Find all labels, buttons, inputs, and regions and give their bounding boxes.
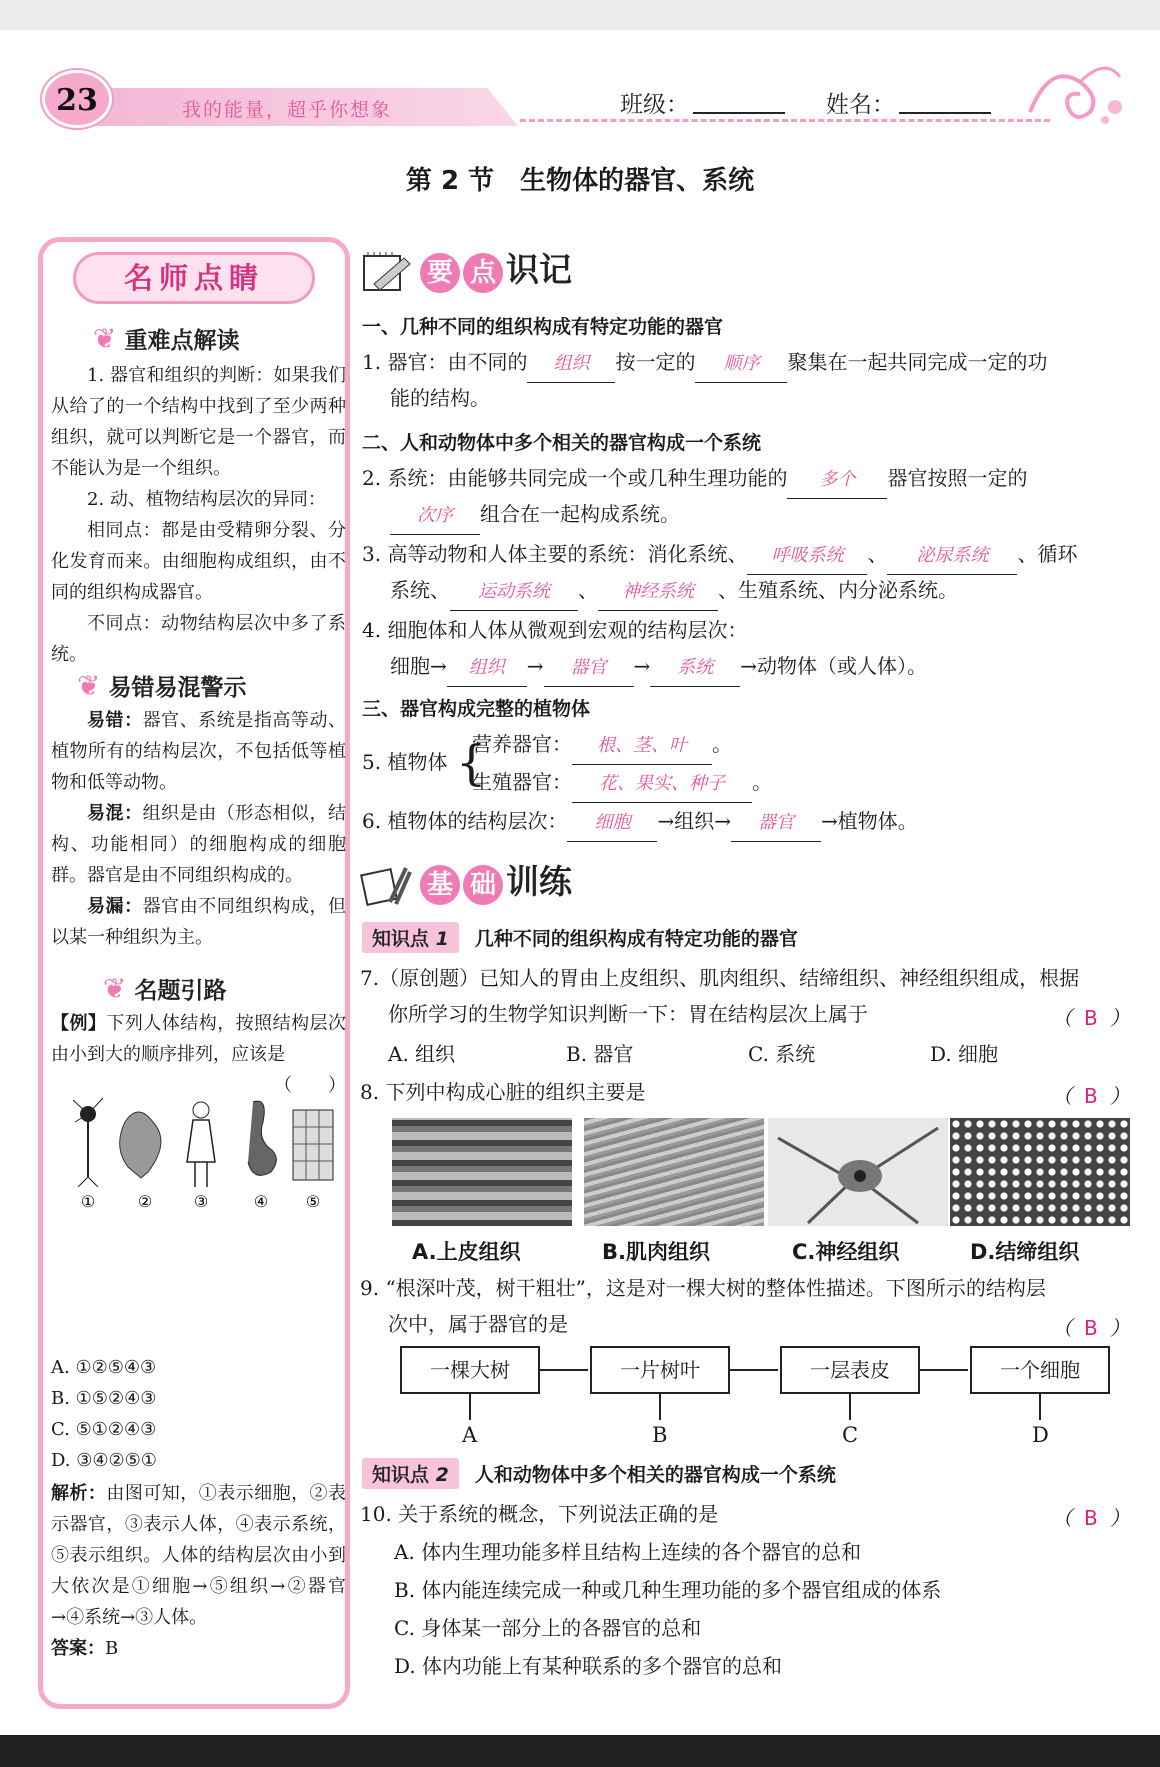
answer-fill: 泌尿系统 bbox=[887, 538, 1017, 575]
question-7-cont: 你所学习的生物学知识判断一下：胃在结构层次上属于 bbox=[388, 1002, 868, 1026]
kp-tag: 知识点 2 bbox=[362, 1458, 459, 1489]
sidebar-panel bbox=[38, 237, 350, 1709]
flow-arrow bbox=[540, 1369, 588, 1371]
option-a: A. ①②⑤④③ bbox=[51, 1357, 157, 1378]
answer-parens: （ ） bbox=[274, 1075, 346, 1096]
point-6: 6. 植物体的结构层次： 细胞 →组织→ 器官 →植物体。 bbox=[362, 803, 1122, 842]
heading-text: 识记 bbox=[506, 250, 572, 289]
flow-arrow-down bbox=[1039, 1394, 1041, 1420]
q7-options bbox=[360, 1036, 1120, 1072]
label: 答案： bbox=[51, 1638, 105, 1659]
heading-char: 础 bbox=[463, 865, 503, 905]
neuron-icon bbox=[73, 1098, 103, 1187]
option: D. 体内功能上有某种联系的多个器官的总和 bbox=[394, 1654, 783, 1678]
key-points-text bbox=[51, 360, 346, 670]
option: C. 身体某一部分上的各器官的总和 bbox=[394, 1616, 702, 1640]
image-number: ③ bbox=[193, 1192, 209, 1211]
point-5: 5. 植物体 bbox=[362, 750, 448, 774]
point-3-cont: 系统、 运动系统 、 神经系统 、生殖系统、内分泌系统。 bbox=[362, 572, 1122, 611]
butterfly-icon: ❦ bbox=[103, 972, 127, 1005]
heading-text: 训练 bbox=[506, 862, 572, 901]
connective-tissue-image bbox=[950, 1118, 1130, 1226]
heading-char: 要 bbox=[420, 253, 460, 293]
question-7: 7.（原创题）已知人的胃由上皮组织、肌肉组织、结缔组织、神经组织组成，根据 bbox=[360, 966, 1080, 990]
flow-box: 一片树叶 bbox=[590, 1346, 730, 1394]
class-blank bbox=[693, 112, 785, 114]
brace: { bbox=[456, 735, 487, 791]
answer-fill: 顺序 bbox=[695, 346, 787, 383]
point-3: 3. 高等动物和人体主要的系统：消化系统、 呼吸系统 、 泌尿系统 、循环 bbox=[362, 536, 1122, 575]
answer-fill: 运动系统 bbox=[450, 574, 578, 611]
notepad-pencil-icon bbox=[360, 250, 412, 294]
label: 易漏： bbox=[87, 896, 143, 917]
image-caption: C.神经组织 bbox=[792, 1240, 900, 1264]
notebook-pens-icon bbox=[360, 862, 412, 906]
answer-fill: 多个 bbox=[787, 462, 887, 499]
point-2: 2. 系统：由能够共同完成一个或几种生理功能的 多个 器官按照一定的 bbox=[362, 460, 1122, 499]
structure-images bbox=[53, 1092, 343, 1212]
answer-fill: 神经系统 bbox=[598, 574, 718, 611]
answer-fill: 花、果实、种子 bbox=[572, 766, 752, 803]
option: D. 细胞 bbox=[930, 1042, 999, 1066]
butterfly-icon: ❦ bbox=[77, 669, 101, 702]
epithelial-tissue-image bbox=[392, 1118, 572, 1226]
person-icon bbox=[187, 1102, 215, 1187]
question-9-cont: 次中，属于器官的是 bbox=[388, 1312, 568, 1336]
q8-answer: （ B ） bbox=[1052, 1084, 1130, 1108]
nerve-tissue-image bbox=[768, 1118, 948, 1226]
point-1-cont: 能的结构。 bbox=[390, 386, 490, 410]
option: B. 器官 bbox=[566, 1042, 634, 1066]
answer: B bbox=[105, 1638, 119, 1659]
paragraph: 1. 器官和组织的判断：如果我们从给了的一个结构中找到了至少两种组织，就可以判断它是一个器官，而不能认为是一个组织。 bbox=[51, 365, 346, 479]
errors-text bbox=[51, 705, 346, 953]
label: 易混： bbox=[87, 803, 143, 824]
answer-fill: 系统 bbox=[650, 650, 740, 687]
digestive-system-icon bbox=[248, 1101, 276, 1175]
flow-label: B bbox=[652, 1423, 668, 1447]
section-heading-training bbox=[360, 856, 572, 906]
image-number: ④ bbox=[253, 1192, 269, 1211]
option-d: D. ③④②⑤① bbox=[51, 1450, 157, 1471]
flow-label: A bbox=[462, 1423, 478, 1447]
name-field bbox=[826, 86, 991, 119]
image-caption: B.肌肉组织 bbox=[602, 1240, 710, 1264]
flow-label: C bbox=[842, 1423, 859, 1447]
flow-arrow-down bbox=[659, 1394, 661, 1420]
flow-box: 一棵大树 bbox=[400, 1346, 540, 1394]
knowledge-point-1: 知识点 1 几种不同的组织构成有特定功能的器官 bbox=[362, 922, 798, 952]
subheading-key-points bbox=[93, 322, 239, 355]
option: A. 体内生理功能多样且结构上连续的各个器官的总和 bbox=[394, 1540, 862, 1564]
slogan: 我的能量，超乎你想象 bbox=[182, 99, 393, 121]
q10-answer: （ B ） bbox=[1052, 1506, 1130, 1530]
class-label: 班级： bbox=[620, 92, 689, 118]
point-4-cont: 细胞→ 组织 → 器官 → 系统 →动物体（或人体）。 bbox=[362, 648, 1122, 687]
header-dash-line bbox=[520, 119, 1050, 122]
label: 解析： bbox=[51, 1483, 107, 1504]
section-title-3: 三、器官构成完整的植物体 bbox=[362, 698, 591, 720]
flow-box: 一个细胞 bbox=[970, 1346, 1110, 1394]
flow-arrow-down bbox=[849, 1394, 851, 1420]
point-2-cont: 次序 组合在一起构成系统。 bbox=[362, 496, 1122, 535]
answer-fill: 次序 bbox=[390, 498, 480, 535]
kp-tag: 知识点 1 bbox=[362, 922, 459, 953]
q7-answer: （ B ） bbox=[1052, 1006, 1130, 1030]
analysis bbox=[51, 1478, 346, 1664]
answer-fill: 组织 bbox=[527, 346, 615, 383]
sidebar-heading: 名师点睛 bbox=[73, 252, 315, 304]
answer-fill: 根、茎、叶 bbox=[572, 728, 712, 765]
subheading-examples bbox=[103, 972, 226, 1005]
label: 【例】 bbox=[51, 1013, 107, 1034]
question-8: 8. 下列中构成心脏的组织主要是 bbox=[360, 1080, 646, 1104]
paragraph: 组织是由（形态相似，结构、功能相同）的细胞构成的细胞群。器官是由不同组织构成的。 bbox=[51, 803, 347, 886]
name-blank bbox=[899, 112, 991, 114]
section-title-1: 一、几种不同的组织构成有特定功能的器官 bbox=[362, 316, 724, 338]
point-5-nutrition: 营养器官： 根、茎、叶 。 bbox=[472, 726, 872, 765]
answer-fill: 器官 bbox=[731, 805, 821, 842]
example-options bbox=[51, 1352, 157, 1476]
flower-ornament-icon bbox=[1020, 52, 1130, 132]
option: B. 体内能连续完成一种或几种生理功能的多个器官组成的体系 bbox=[394, 1578, 942, 1602]
answer-fill: 器官 bbox=[544, 650, 634, 687]
image-caption: A.上皮组织 bbox=[412, 1240, 521, 1264]
section-heading-points bbox=[360, 244, 572, 294]
section-title-2: 二、人和动物体中多个相关的器官构成一个系统 bbox=[362, 432, 762, 454]
question-9: 9. “根深叶茂，树干粗壮”，这是对一棵大树的整体性描述。下图所示的结构层 bbox=[360, 1276, 1046, 1300]
paragraph: 2. 动、植物结构层次的异同： bbox=[87, 489, 326, 510]
point-5-reproduction: 生殖器官： 花、果实、种子 。 bbox=[472, 764, 872, 803]
option-b: B. ①⑤②④③ bbox=[51, 1388, 157, 1409]
page-number: 23 bbox=[42, 70, 112, 128]
label: 易错： bbox=[87, 710, 143, 731]
heading-char: 基 bbox=[420, 865, 460, 905]
point-1: 1. 器官：由不同的 组织 按一定的 顺序 聚集在一起共同完成一定的功 bbox=[362, 344, 1122, 383]
image-number: ① bbox=[80, 1192, 96, 1211]
paragraph: 相同点：都是由受精卵分裂、分化发育而来。由细胞构成组织，由不同的组织构成器官。 bbox=[51, 520, 346, 603]
example-question bbox=[51, 1008, 346, 1101]
answer-fill: 细胞 bbox=[567, 805, 657, 842]
paragraph: 器官由不同组织构成，但以某一种组织为主。 bbox=[51, 896, 347, 948]
viewer-top-bar bbox=[0, 0, 1160, 30]
option-c: C. ⑤①②④③ bbox=[51, 1419, 157, 1440]
subheading-text: 重难点解读 bbox=[124, 328, 240, 354]
muscle-tissue-image bbox=[584, 1118, 764, 1226]
class-field bbox=[620, 86, 785, 119]
flow-arrow-down bbox=[469, 1394, 471, 1420]
butterfly-icon: ❦ bbox=[93, 322, 117, 355]
page-title: 第 2 节 生物体的器官、系统 bbox=[405, 166, 755, 196]
paragraph: 不同点：动物结构层次中多了系统。 bbox=[51, 613, 346, 665]
image-number: ⑤ bbox=[305, 1192, 321, 1211]
q9-answer: （ B ） bbox=[1052, 1316, 1130, 1340]
subheading-errors bbox=[77, 669, 246, 702]
paragraph: 由图可知，①表示细胞，②表示器官，③表示人体，④表示系统，⑤表示组织。人体的结构层次由小到大依次是①细胞→⑤组织→②器官→④系统→③人体。 bbox=[51, 1483, 347, 1628]
subheading-text: 易错易混警示 bbox=[108, 675, 247, 701]
knowledge-point-2: 知识点 2 人和动物体中多个相关的器官构成一个系统 bbox=[362, 1458, 836, 1488]
answer-fill: 组织 bbox=[447, 650, 527, 687]
paragraph: 器官、系统是指高等动、植物所有的结构层次，不包括低等植物和低等动物。 bbox=[51, 710, 347, 793]
flow-arrow bbox=[920, 1369, 968, 1371]
flow-arrow bbox=[730, 1369, 778, 1371]
paragraph: 下列人体结构，按照结构层次由小到大的顺序排列，应该是 bbox=[51, 1013, 347, 1065]
heading-char: 点 bbox=[463, 253, 503, 293]
tissue-icon bbox=[293, 1110, 333, 1180]
question-10: 10. 关于系统的概念，下列说法正确的是 bbox=[360, 1502, 719, 1526]
name-label: 姓名： bbox=[826, 92, 895, 118]
viewer-bottom-bar bbox=[0, 1735, 1160, 1767]
point-4: 4. 细胞体和人体从微观到宏观的结构层次： bbox=[362, 618, 748, 642]
flow-box: 一层表皮 bbox=[780, 1346, 920, 1394]
flow-label: D bbox=[1032, 1423, 1049, 1447]
answer-fill: 呼吸系统 bbox=[747, 538, 867, 575]
option: C. 系统 bbox=[748, 1042, 816, 1066]
subheading-text: 名题引路 bbox=[134, 978, 227, 1004]
image-number: ② bbox=[137, 1192, 153, 1211]
option: A. 组织 bbox=[388, 1042, 456, 1066]
heart-icon bbox=[120, 1112, 161, 1178]
image-caption: D.结缔组织 bbox=[970, 1240, 1080, 1264]
